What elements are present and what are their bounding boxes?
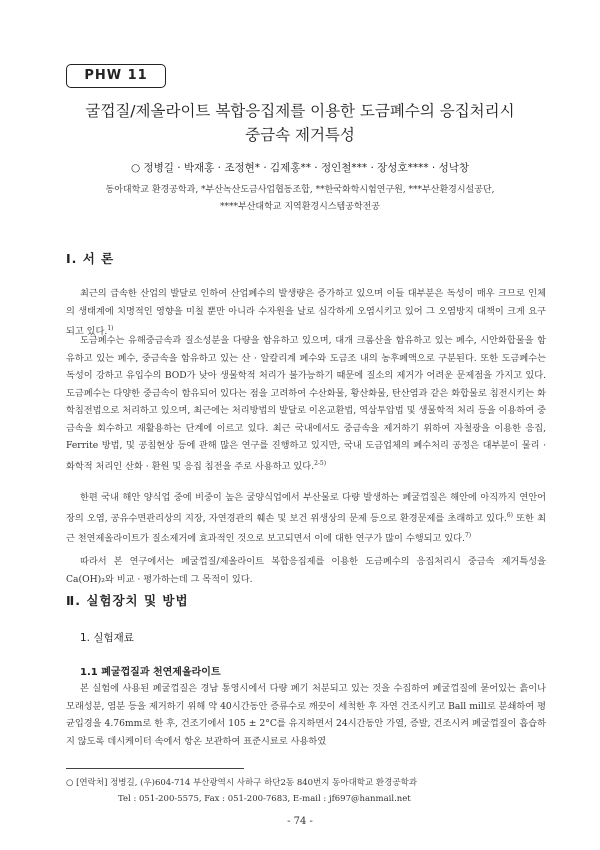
section-heading-methods: Ⅱ. 실험장치 및 방법 <box>66 593 189 608</box>
para3-part2: 또한 최근 천연제올라이트가 질소제거에 효과적인 것으로 보고되면서 이에 대한 연구가 많이 수행되고 있다. <box>66 512 547 545</box>
para3-text <box>66 492 546 544</box>
affiliation-line1: 동아대학교 환경공학과, *부산녹산도금사업협동조합, **한국화학시험연구원, ***부산환경시설공단, <box>105 185 495 195</box>
intro-paragraph-2 <box>66 332 546 475</box>
contact-line1: ○ [연락처] 정병길, (우)604-714 부산광역시 사하구 하단2동 840번지 동아대학교 환경공학과 <box>66 778 417 788</box>
intro-paragraph-3 <box>66 489 546 548</box>
paper-title-line1: 굴껍질/제올라이트 복합응집제를 이용한 도금폐수의 응집처리시 <box>85 102 515 120</box>
page-number: - 74 - <box>287 816 313 827</box>
intro-paragraph-4 <box>66 553 546 588</box>
para4-text: 따라서 본 연구에서는 폐굴껍질/제올라이트 복합응집제를 이용한 도금폐수의 응집처리시 중금속 제거특성을 Ca(OH)₂와 비교 · 평가하는데 그 목적이 있다. <box>66 556 546 585</box>
para1-text: 최근의 급속한 산업의 발달로 인하여 산업폐수의 발생량은 증가하고 있으며 이들 대부분은 독성이 매우 크므로 인체의 생태계에 치명적인 영향을 미칠 뿐만 아니라 수자원을 날로 심각하게 오염시키고 있어 그 오염방지 대책이 크게 요구되고 있다. <box>66 288 546 338</box>
citation-ref: 7) <box>464 532 472 540</box>
subsection-heading-materials: 1. 실험재료 <box>80 632 134 644</box>
author-list: ○ 정병길 · 박재홍 · 조정현* · 김제홍** · 정인철*** · 장성호**** · 성낙창 <box>130 162 470 174</box>
para3-part1: 한편 국내 해안 양식업 중에 비중이 높은 굴양식업에서 부산물로 다량 발생하는 폐굴껍질은 해안에 아직까지 연안어장의 오염, 공유수면관리상의 지장, 자연경관의 훼손 및 보건 위생상의 문제 등으로 환경문제를 초래하고 있다. <box>66 492 546 524</box>
contact-footnote <box>66 775 546 807</box>
citation-ref: 6) <box>506 511 513 519</box>
methods-paragraph-1 <box>66 680 546 750</box>
para2-text: 도금폐수는 유해중금속과 질소성분을 다량을 함유하고 있으며, 대개 크롬산을 함유하고 있는 폐수, 시안화합물을 함유하고 있는 폐수, 중금속을 함유하고 있는 산 · 알칼리계 폐수와 도금조 내의 농후폐액으로 구분된다. 또한 도금폐수는 독성이 강하고 유입수의 BOD가 낮아 생물학적 처리가 불가능하기 때문에 질소의 제거가 어려운 문제점을 가지고 있다. 도금폐수는 다양한 중금속이 함유되어 있다는 점을 고려하여 수산화물, 황산화물, 탄산염과 같은 화합물로 침전시키는 화학침전법으로 처리하고 있으며, 최근에는 처리방법의 발달로 이온교환법, 역삼투압법 및 생물학적 처리 등을 이용하여 중금속을 회수하고 재활용하는 단계에 이르고 있다. 최근 국내에서도 중금속을 제거하기 위하여 자철광을 이용한 응집, Ferrite 방법, 및 공침현상 등에 관해 많은 연구를 진행하고 있지만, 국내 도금업체의 폐수처리 공정은 대부분이 물리 · 화학적 처리인 산화 · 환원 및 응집 침전을 주로 사용하고 있다. <box>66 335 546 472</box>
para5-text: 본 실험에 사용된 폐굴껍질은 경남 통영시에서 다량 폐기 처분되고 있는 것을 수집하여 폐굴껍질에 묻어있는 흙이나 모래성분, 염분 등을 제거하기 위해 약 40시간동안 증류수로 깨끗이 세척한 후 자연 건조시키고 Ball mill로 분쇄하여 평균입경을 4.76mm로 한 후, 건조기에서 105 ± 2°C를 유지하면서 24시간동안 가열, 증발, 건조시켜 폐굴껍질이 흡습하지 않도록 데시케이터 속에서 항온 보관하여 표준시료로 사용하였 <box>66 683 546 747</box>
session-code-badge: PHW 11 <box>66 64 166 88</box>
contact-line2: Tel : 051-200-5575, Fax : 051-200-7683, E-mail : jf697@hanmail.net <box>118 794 411 804</box>
citation-ref: 1) <box>107 325 114 332</box>
paper-title-line2: 중금속 제거특성 <box>245 126 355 144</box>
affiliation-line2: ****부산대학교 지역환경시스템공학전공 <box>220 202 380 212</box>
section-heading-introduction: Ⅰ. 서 론 <box>66 251 115 266</box>
footnote-divider <box>66 768 244 769</box>
citation-ref: 2-5) <box>314 459 327 467</box>
subsubsection-heading-oyster-zeolite: 1.1 폐굴껍질과 천연제올라이트 <box>80 667 221 678</box>
